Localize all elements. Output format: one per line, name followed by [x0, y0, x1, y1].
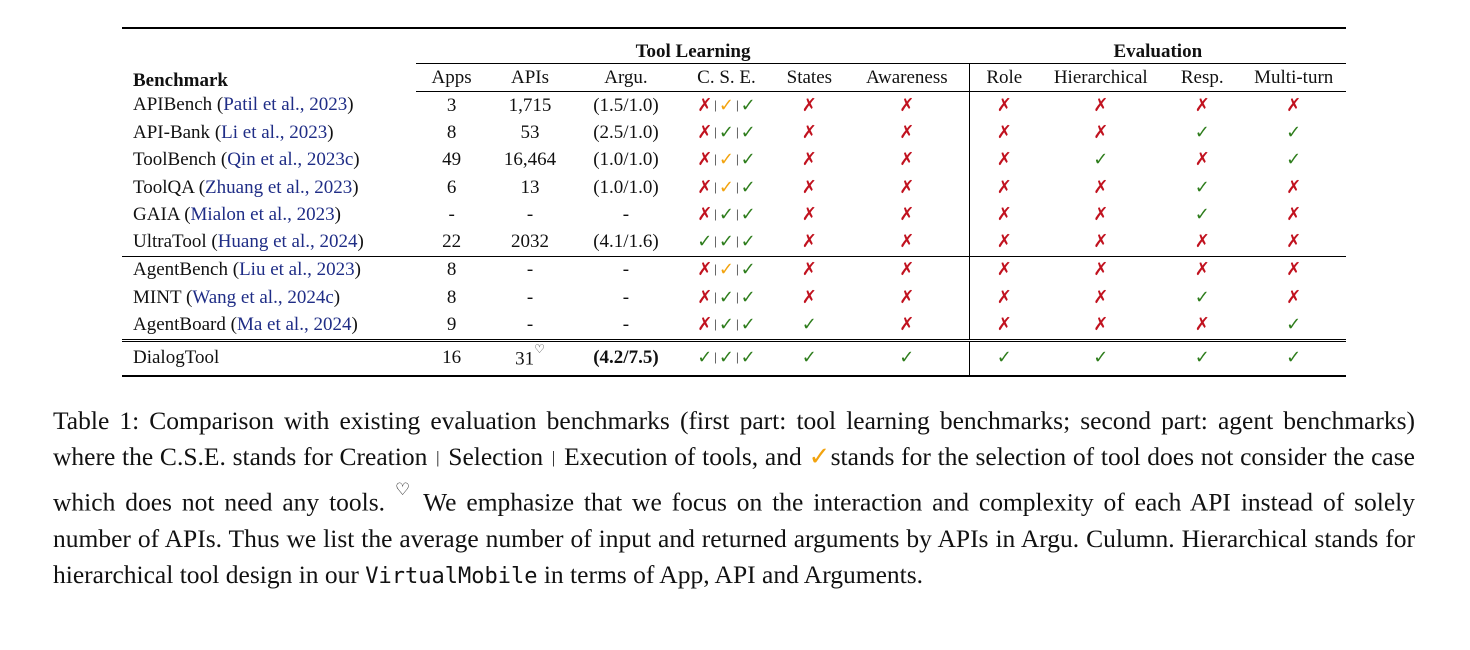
cross-icon: ✗	[996, 231, 1012, 253]
check-icon: ✓	[718, 231, 734, 253]
orange-check-icon: ✓	[718, 149, 734, 171]
cross-icon: ✗	[1093, 203, 1109, 225]
comparison-table-container	[122, 27, 1346, 377]
benchmark-name: AgentBoard	[133, 314, 226, 336]
cell: -	[622, 203, 630, 225]
check-icon: ✓	[697, 347, 713, 369]
cse-cell	[679, 311, 774, 340]
check-icon: ✓	[1286, 149, 1302, 171]
check-icon: ✓	[1286, 314, 1302, 336]
cross-icon: ✗	[801, 203, 817, 225]
cell	[845, 147, 970, 174]
cse-cell	[679, 92, 774, 120]
caption-text-2: Selection	[448, 442, 544, 472]
cell	[845, 228, 970, 256]
check-icon: ✓	[740, 176, 756, 198]
caption-text-1: Table 1: Comparison with existing evaluation benchmarks (first part: tool learning benchmarks; second part: agent benchmarks) where the C.S.E. stands for Creation	[53, 406, 1415, 472]
cell	[970, 340, 1039, 376]
separator-bar: |	[735, 261, 739, 277]
cross-icon: ✗	[1286, 176, 1302, 198]
cell: 8	[416, 256, 486, 284]
cross-icon: ✗	[697, 259, 713, 281]
check-icon: ✓	[1093, 347, 1109, 369]
check-icon: ✓	[740, 203, 756, 225]
cell	[845, 311, 970, 340]
cell	[970, 119, 1039, 146]
cross-icon: ✗	[1286, 203, 1302, 225]
cross-icon: ✗	[899, 259, 915, 281]
table-row-dialogtool	[122, 340, 1346, 376]
cross-icon: ✗	[996, 121, 1012, 143]
cell: 1,715	[508, 94, 552, 116]
cross-icon: ✗	[996, 259, 1012, 281]
cell	[1241, 147, 1346, 174]
benchmark-name: ToolQA	[133, 176, 194, 198]
cross-icon: ✗	[1194, 314, 1210, 336]
orange-check-icon: ✓	[718, 94, 734, 116]
cell	[774, 119, 844, 146]
benchmark-name-cell: AgentBoard (Ma et al., 2024)	[133, 314, 358, 336]
cross-icon: ✗	[697, 94, 713, 116]
cross-icon: ✗	[801, 259, 817, 281]
cell	[1241, 228, 1346, 256]
check-icon: ✓	[718, 347, 734, 369]
cross-icon: ✗	[697, 176, 713, 198]
cell: 8	[446, 286, 457, 308]
check-icon: ✓	[740, 347, 756, 369]
caption-text-3: Execution of tools, and	[564, 442, 802, 472]
apps-header: Apps	[416, 64, 486, 92]
citation-link[interactable]: Li et al., 2023	[221, 121, 328, 143]
check-icon: ✓	[1286, 121, 1302, 143]
cross-icon: ✗	[996, 94, 1012, 116]
caption-code-virtualmobile: VirtualMobile	[365, 564, 538, 590]
check-icon: ✓	[801, 314, 817, 336]
cell	[487, 340, 573, 376]
cse-cell	[679, 340, 774, 376]
hierarchical-header: Hierarchical	[1038, 64, 1163, 92]
cell	[1038, 119, 1163, 146]
cell	[1163, 147, 1241, 174]
cell	[1038, 311, 1163, 340]
benchmark-name: MINT	[133, 286, 182, 308]
argu-header: Argu.	[573, 64, 679, 92]
cell	[1038, 256, 1163, 284]
separator-bar: |	[714, 123, 717, 139]
cse-cell	[679, 284, 774, 311]
benchmark-name: API-Bank	[133, 121, 211, 143]
cell	[1241, 311, 1346, 340]
cell	[1038, 201, 1163, 228]
cross-icon: ✗	[697, 203, 713, 225]
cell: (1.0/1.0)	[593, 149, 659, 171]
check-icon: ✓	[718, 286, 734, 308]
cross-icon: ✗	[1093, 176, 1109, 198]
check-icon: ✓	[1194, 203, 1210, 225]
separator-bar: |	[714, 96, 717, 112]
benchmark-name-cell: DialogTool	[122, 340, 416, 376]
cross-icon: ✗	[1286, 94, 1302, 116]
cell	[845, 201, 970, 228]
cell: (4.1/1.6)	[593, 231, 659, 253]
cell	[845, 119, 970, 146]
cell	[1241, 174, 1346, 201]
benchmark-name: ToolBench	[133, 149, 217, 171]
apis-value: 31	[515, 348, 535, 370]
cross-icon: ✗	[899, 176, 915, 198]
cell	[774, 228, 844, 256]
resp-header: Resp.	[1163, 64, 1241, 92]
check-icon: ✓	[718, 121, 734, 143]
heart-icon: ♡	[534, 342, 545, 356]
cell	[1038, 92, 1163, 120]
separator-bar: |	[714, 316, 717, 332]
separator-bar: |	[714, 288, 717, 304]
orange-check-icon: ✓	[718, 259, 734, 281]
table-row	[122, 228, 1346, 256]
caption-bar-1: |	[436, 448, 440, 468]
cell	[845, 256, 970, 284]
cell: -	[526, 286, 534, 308]
table-row	[122, 119, 1346, 146]
cse-cell	[679, 256, 774, 284]
cross-icon: ✗	[801, 121, 817, 143]
cross-icon: ✗	[697, 314, 713, 336]
cell	[1163, 256, 1241, 284]
separator-bar: |	[735, 178, 739, 194]
apis-header: APIs	[487, 64, 573, 92]
check-icon: ✓	[1194, 347, 1210, 369]
benchmark-name-cell: API-Bank (Li et al., 2023)	[133, 121, 334, 143]
citation-link[interactable]: Qin et al., 2023c	[227, 149, 354, 171]
cell	[774, 92, 844, 120]
cell: (1.5/1.0)	[593, 94, 659, 116]
cell	[845, 340, 970, 376]
cell	[774, 147, 844, 174]
separator-bar: |	[735, 96, 739, 112]
table-row	[122, 147, 1346, 174]
cell	[970, 256, 1039, 284]
cell: -	[573, 256, 679, 284]
check-icon: ✓	[740, 231, 756, 253]
cross-icon: ✗	[801, 231, 817, 253]
check-icon: ✓	[740, 314, 756, 336]
cross-icon: ✗	[996, 286, 1012, 308]
cse-cell	[679, 119, 774, 146]
citation-link[interactable]: Zhuang et al., 2023	[205, 176, 353, 198]
caption-bar-2: |	[551, 448, 556, 468]
benchmark-name-cell: ToolBench (Qin et al., 2023c)	[133, 149, 360, 171]
cross-icon: ✗	[1194, 149, 1210, 171]
cell	[970, 147, 1039, 174]
separator-bar: |	[735, 151, 739, 167]
cell: -	[526, 203, 534, 225]
cross-icon: ✗	[1093, 231, 1109, 253]
table-row	[122, 256, 1346, 284]
cross-icon: ✗	[1194, 259, 1210, 281]
check-icon: ✓	[740, 94, 756, 116]
cell	[1163, 228, 1241, 256]
check-icon: ✓	[697, 231, 713, 253]
cross-icon: ✗	[697, 149, 713, 171]
cell	[1163, 92, 1241, 120]
cse-cell	[679, 228, 774, 256]
cell	[774, 174, 844, 201]
awareness-header: Awareness	[845, 64, 970, 92]
cell: 8	[446, 121, 457, 143]
evaluation-group-header: Evaluation	[1113, 41, 1203, 62]
separator-bar: |	[735, 316, 739, 332]
cell	[970, 201, 1039, 228]
cse-cell	[679, 174, 774, 201]
cross-icon: ✗	[899, 203, 915, 225]
table-row	[122, 311, 1346, 340]
cross-icon: ✗	[801, 149, 817, 171]
cross-icon: ✗	[899, 121, 915, 143]
cell	[1163, 119, 1241, 146]
separator-bar: |	[714, 233, 717, 249]
citation-link[interactable]: Huang et al., 2024	[217, 231, 358, 253]
comparison-table	[122, 27, 1346, 377]
separator-bar: |	[735, 349, 739, 365]
cse-cell	[679, 147, 774, 174]
cell	[970, 228, 1039, 256]
separator-bar: |	[735, 205, 739, 221]
cross-icon: ✗	[801, 176, 817, 198]
separator-bar: |	[735, 233, 739, 249]
check-icon: ✓	[801, 347, 817, 369]
benchmark-header: Benchmark	[133, 69, 228, 91]
cross-icon: ✗	[996, 314, 1012, 336]
citation-link[interactable]: Ma et al., 2024	[236, 314, 352, 336]
role-header: Role	[970, 64, 1039, 92]
cell	[845, 284, 970, 311]
cell	[845, 92, 970, 120]
benchmark-name-cell: UltraTool (Huang et al., 2024)	[133, 231, 364, 253]
cross-icon: ✗	[996, 176, 1012, 198]
cell	[1241, 119, 1346, 146]
table-row	[122, 201, 1346, 228]
cell: -	[622, 286, 630, 308]
cell: 2032	[510, 231, 549, 253]
cross-icon: ✗	[899, 231, 915, 253]
cell: -	[622, 314, 630, 336]
caption-paragraph	[53, 403, 1415, 596]
benchmark-name-cell: ToolQA (Zhuang et al., 2023)	[133, 176, 359, 198]
cell	[774, 311, 844, 340]
citation-link[interactable]: Wang et al., 2024c	[192, 286, 334, 308]
benchmark-name-cell: GAIA (Mialon et al., 2023)	[133, 203, 341, 225]
separator-bar: |	[714, 178, 717, 194]
separator-bar: |	[714, 261, 717, 277]
table-caption	[53, 403, 1415, 596]
benchmark-name-cell: APIBench (Patil et al., 2023)	[133, 94, 354, 116]
cell: 9	[446, 314, 457, 336]
caption-text-4: stands for the selection of tool does not consider the case which does not need any tools.	[53, 442, 1415, 517]
citation-link[interactable]: Patil et al., 2023	[223, 94, 348, 116]
check-icon: ✓	[899, 347, 915, 369]
cell	[970, 284, 1039, 311]
cell	[1241, 340, 1346, 376]
cell	[774, 340, 844, 376]
cell: (1.0/1.0)	[593, 176, 659, 198]
cell	[1241, 201, 1346, 228]
cell	[1163, 311, 1241, 340]
cell: 16,464	[503, 149, 557, 171]
cell: 6	[446, 176, 457, 198]
cell	[1241, 256, 1346, 284]
cell	[1038, 284, 1163, 311]
cross-icon: ✗	[697, 286, 713, 308]
cell: 13	[520, 176, 540, 198]
table-row	[122, 284, 1346, 311]
cross-icon: ✗	[899, 94, 915, 116]
cell	[1038, 174, 1163, 201]
tool-learning-group-header: Tool Learning	[635, 41, 751, 62]
check-icon: ✓	[996, 347, 1012, 369]
cross-icon: ✗	[697, 121, 713, 143]
cell	[970, 311, 1039, 340]
cross-icon: ✗	[1093, 259, 1109, 281]
states-header: States	[774, 64, 844, 92]
cell: -	[448, 203, 455, 225]
cell	[1163, 340, 1241, 376]
cell	[1038, 147, 1163, 174]
check-icon: ✓	[1194, 286, 1210, 308]
check-icon: ✓	[740, 259, 756, 281]
separator-bar: |	[714, 205, 717, 221]
cross-icon: ✗	[996, 203, 1012, 225]
cell	[1038, 340, 1163, 376]
table-row	[122, 174, 1346, 201]
check-icon: ✓	[1194, 121, 1210, 143]
check-icon: ✓	[1286, 347, 1302, 369]
benchmark-name-cell: MINT (Wang et al., 2024c)	[133, 286, 341, 308]
cross-icon: ✗	[801, 286, 817, 308]
cross-icon: ✗	[1093, 94, 1109, 116]
benchmark-name: AgentBench	[133, 259, 228, 281]
cell: (2.5/1.0)	[593, 121, 659, 143]
cell: -	[487, 256, 573, 284]
caption-heart-icon: ♡	[394, 480, 414, 500]
cross-icon: ✗	[1093, 286, 1109, 308]
cross-icon: ✗	[1093, 121, 1109, 143]
benchmark-name: APIBench	[133, 94, 213, 116]
check-icon: ✓	[718, 203, 734, 225]
caption-orange-check-icon: ✓	[808, 442, 831, 473]
cell	[970, 92, 1039, 120]
cross-icon: ✗	[1286, 286, 1302, 308]
cell: (4.2/7.5)	[573, 340, 679, 376]
orange-check-icon: ✓	[718, 176, 734, 198]
benchmark-name: GAIA	[133, 203, 180, 225]
check-icon: ✓	[740, 286, 756, 308]
cell: 16	[416, 340, 486, 376]
cell	[1163, 201, 1241, 228]
cell	[774, 284, 844, 311]
separator-bar: |	[714, 151, 717, 167]
check-icon: ✓	[740, 149, 756, 171]
cell	[1241, 284, 1346, 311]
cross-icon: ✗	[1286, 231, 1302, 253]
caption-text-6: in terms of App, API and Arguments.	[543, 560, 924, 590]
separator-bar: |	[735, 123, 739, 139]
benchmark-name-cell: AgentBench (Liu et al., 2023)	[122, 256, 416, 284]
cell: 3	[446, 94, 457, 116]
cross-icon: ✗	[801, 94, 817, 116]
cross-icon: ✗	[1194, 94, 1210, 116]
cross-icon: ✗	[1093, 314, 1109, 336]
table-row	[122, 92, 1346, 120]
check-icon: ✓	[740, 121, 756, 143]
citation-link[interactable]: Mialon et al., 2023	[190, 203, 335, 225]
cell	[774, 201, 844, 228]
citation-link[interactable]: Liu et al., 2023	[239, 259, 355, 281]
cross-icon: ✗	[1194, 231, 1210, 253]
separator-bar: |	[735, 288, 739, 304]
table-body	[122, 92, 1346, 376]
cse-cell	[679, 201, 774, 228]
table-group-header-row	[122, 28, 1346, 64]
cross-icon: ✗	[899, 314, 915, 336]
cross-icon: ✗	[996, 149, 1012, 171]
cell	[970, 174, 1039, 201]
cell	[1163, 284, 1241, 311]
separator-bar: |	[714, 349, 717, 365]
cell: 53	[520, 121, 540, 143]
multiturn-header: Multi-turn	[1241, 64, 1346, 92]
cross-icon: ✗	[899, 286, 915, 308]
cross-icon: ✗	[899, 149, 915, 171]
caption-text-5: We emphasize that we focus on the interaction and complexity of each API instead of solely number of APIs. Thus we list the average number of input and returned arguments by APIs in Argu. Culumn. Hierarchical stands for hierarchical tool design in our	[53, 487, 1415, 590]
cross-icon: ✗	[1286, 259, 1302, 281]
cell	[845, 174, 970, 201]
cell: -	[526, 314, 534, 336]
cell	[1163, 174, 1241, 201]
cell	[1241, 92, 1346, 120]
check-icon: ✓	[718, 314, 734, 336]
cse-header: C. S. E.	[679, 64, 774, 92]
cell	[1038, 228, 1163, 256]
cell: 22	[442, 231, 462, 253]
cell: 49	[442, 149, 462, 171]
check-icon: ✓	[1093, 149, 1109, 171]
check-icon: ✓	[1194, 176, 1210, 198]
benchmark-name: UltraTool	[133, 231, 207, 253]
cell	[774, 256, 844, 284]
